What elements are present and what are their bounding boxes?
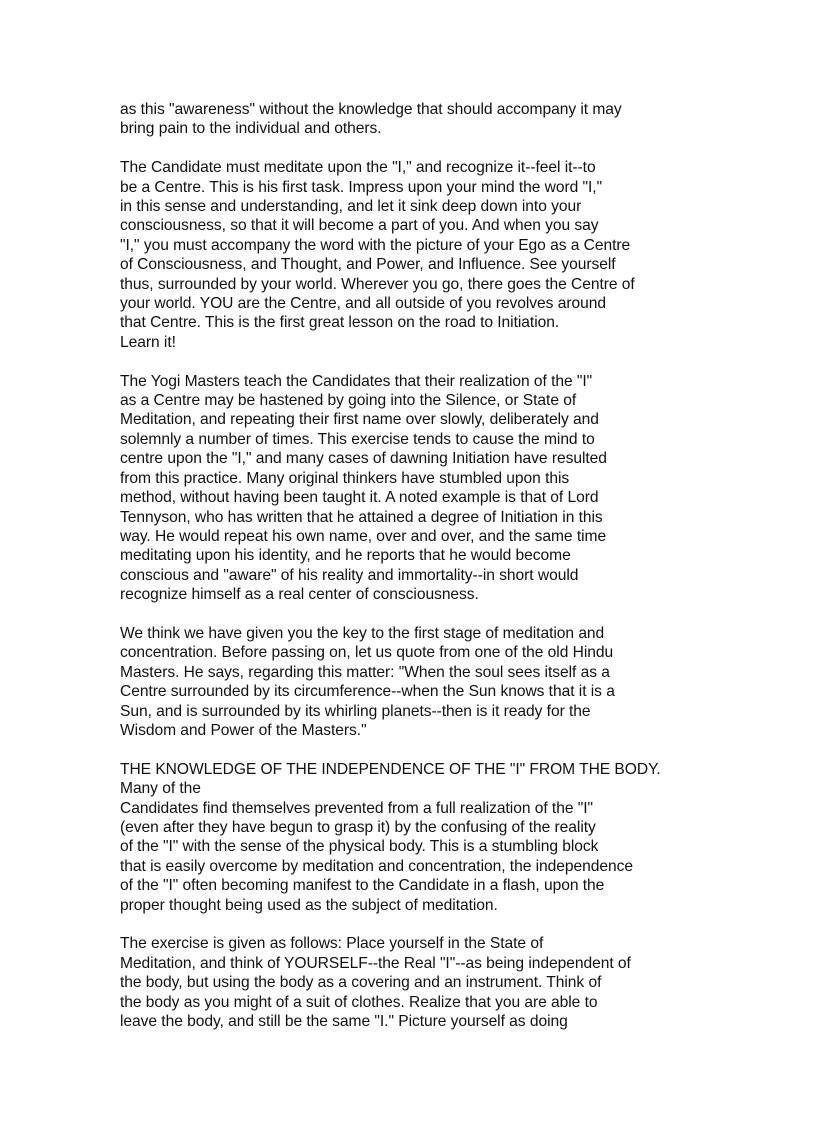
text-line: the body, but using the body as a covering and an instrument. Think of bbox=[120, 974, 602, 992]
text-line: in this sense and understanding, and let it sink deep down into your bbox=[120, 198, 582, 216]
section-heading: THE KNOWLEDGE OF THE INDEPENDENCE OF THE "I" FROM THE BODY. bbox=[120, 760, 661, 778]
text-line: that is easily overcome by meditation and concentration, the independence bbox=[120, 857, 634, 875]
paragraph-yogi-masters bbox=[120, 372, 720, 605]
text-line: meditating upon his identity, and he reports that he would become bbox=[120, 547, 571, 565]
text-line: be a Centre. This is his first task. Impress upon your mind the word "I," bbox=[120, 178, 603, 196]
paragraph-awareness bbox=[120, 100, 720, 139]
text-line: that Centre. This is the first great lesson on the road to Initiation. bbox=[120, 314, 560, 332]
text-line: Meditation, and repeating their first name over slowly, deliberately and bbox=[120, 411, 599, 429]
text-line: The Candidate must meditate upon the "I," and recognize it--feel it--to bbox=[120, 159, 596, 177]
text-line: thus, surrounded by your world. Wherever you go, there goes the Centre of bbox=[120, 275, 635, 293]
text-line: Tennyson, who has written that he attained a degree of Initiation in this bbox=[120, 508, 603, 526]
text-line: solemnly a number of times. This exercise tends to cause the mind to bbox=[120, 430, 595, 448]
text-line: "I," you must accompany the word with the picture of your Ego as a Centre bbox=[120, 236, 631, 254]
text-line: bring pain to the individual and others. bbox=[120, 120, 382, 138]
text-line: method, without having been taught it. A noted example is that of Lord bbox=[120, 489, 599, 507]
text-line: way. He would repeat his own name, over and over, and the same time bbox=[120, 527, 607, 545]
text-line: Candidates find themselves prevented from a full realization of the "I" bbox=[120, 799, 593, 817]
text-line: The exercise is given as follows: Place yourself in the State of bbox=[120, 935, 544, 953]
text-line: leave the body, and still be the same "I." Picture yourself as doing bbox=[120, 1013, 568, 1031]
text-line: We think we have given you the key to the first stage of meditation and bbox=[120, 624, 605, 642]
text-line: Wisdom and Power of the Masters." bbox=[120, 721, 367, 739]
document-page bbox=[120, 100, 720, 1051]
text-line: Sun, and is surrounded by its whirling planets--then is it ready for the bbox=[120, 702, 591, 720]
text-line: Learn it! bbox=[120, 333, 176, 351]
text-line: of the "I" often becoming manifest to the Candidate in a flash, upon the bbox=[120, 877, 605, 895]
text-line: centre upon the "I," and many cases of dawning Initiation have resulted bbox=[120, 450, 607, 468]
text-line: concentration. Before passing on, let us quote from one of the old Hindu bbox=[120, 644, 614, 662]
text-line: from this practice. Many original thinkers have stumbled upon this bbox=[120, 469, 570, 487]
text-line: recognize himself as a real center of consciousness. bbox=[120, 586, 479, 604]
text-line: (even after they have begun to grasp it) by the confusing of the reality bbox=[120, 818, 596, 836]
text-line: The Yogi Masters teach the Candidates that their realization of the "I" bbox=[120, 372, 593, 390]
text-line: consciousness, so that it will become a part of you. And when you say bbox=[120, 217, 599, 235]
text-line: Meditation, and think of YOURSELF--the Real "I"--as being independent of bbox=[120, 954, 631, 972]
text-line: the body as you might of a suit of clothes. Realize that you are able to bbox=[120, 993, 598, 1011]
text-line: Centre surrounded by its circumference--when the Sun knows that it is a bbox=[120, 683, 615, 701]
text-line: as a Centre may be hastened by going into the Silence, or State of bbox=[120, 392, 577, 410]
paragraph-key-first-stage bbox=[120, 624, 720, 740]
paragraph-exercise bbox=[120, 934, 720, 1031]
text-line: conscious and "aware" of his reality and immortality--in short would bbox=[120, 566, 579, 584]
text-line: as this "awareness" without the knowledge that should accompany it may bbox=[120, 101, 622, 118]
text-line: proper thought being used as the subject of meditation. bbox=[120, 896, 498, 914]
paragraph-candidate-meditate bbox=[120, 158, 720, 352]
text-line: Masters. He says, regarding this matter: "When the soul sees itself as a bbox=[120, 663, 610, 681]
paragraph-independence-heading bbox=[120, 760, 720, 915]
text-line: your world. YOU are the Centre, and all outside of you revolves around bbox=[120, 295, 606, 313]
text-line: of the "I" with the sense of the physical body. This is a stumbling block bbox=[120, 838, 599, 856]
text-line: Many of the bbox=[120, 780, 201, 798]
text-line: of Consciousness, and Thought, and Power, and Influence. See yourself bbox=[120, 256, 616, 274]
